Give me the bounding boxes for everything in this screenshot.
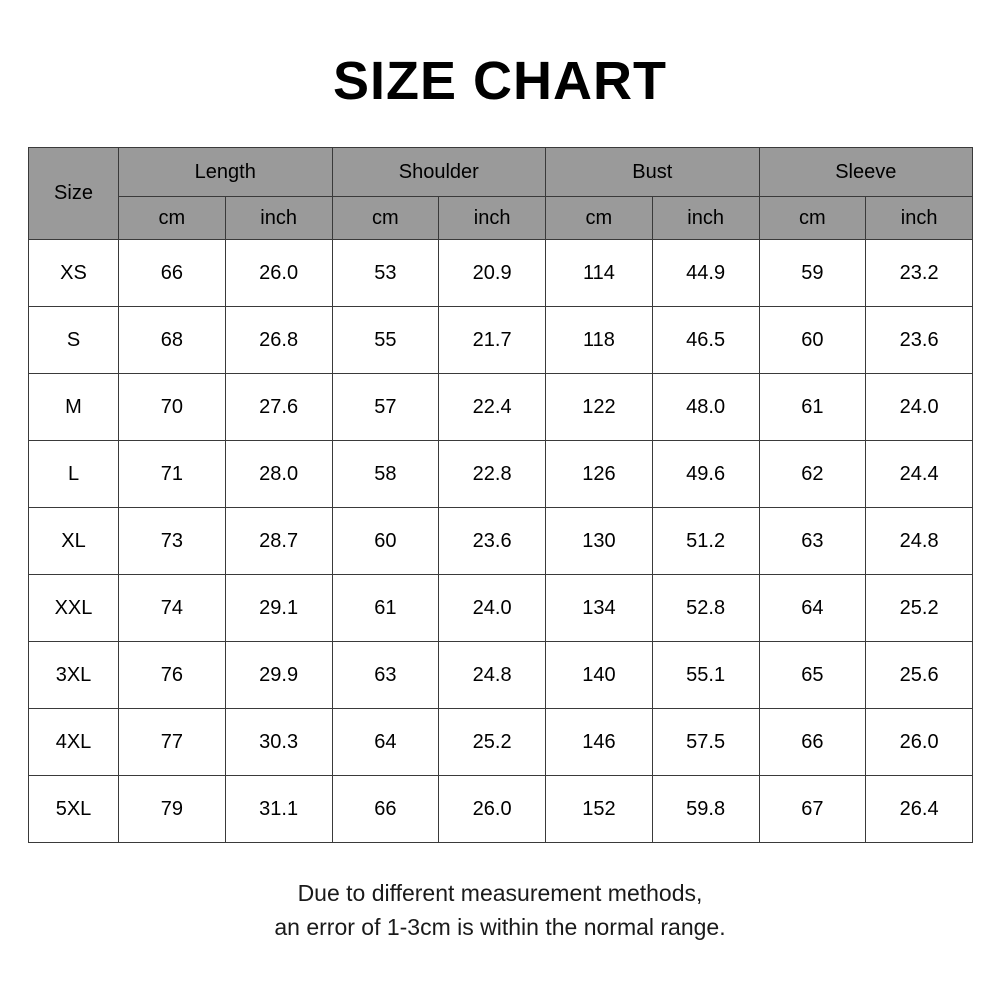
cell-shoulder-cm: 58: [332, 441, 439, 508]
cell-length-inch: 28.0: [225, 441, 332, 508]
column-group-header-length: Length: [119, 148, 333, 197]
cell-size: S: [29, 307, 119, 374]
cell-bust-cm: 114: [546, 240, 653, 307]
footnote: [0, 877, 1000, 944]
cell-bust-inch: 44.9: [652, 240, 759, 307]
column-header-shoulder-inch: inch: [439, 197, 546, 240]
cell-sleeve-inch: 24.0: [866, 374, 973, 441]
cell-sleeve-cm: 61: [759, 374, 866, 441]
cell-shoulder-cm: 66: [332, 776, 439, 843]
cell-length-inch: 28.7: [225, 508, 332, 575]
cell-shoulder-inch: 20.9: [439, 240, 546, 307]
cell-sleeve-inch: 26.0: [866, 709, 973, 776]
cell-bust-inch: 59.8: [652, 776, 759, 843]
table-row: [29, 374, 973, 441]
table-row: [29, 642, 973, 709]
cell-bust-cm: 146: [546, 709, 653, 776]
cell-length-cm: 77: [119, 709, 226, 776]
cell-bust-inch: 57.5: [652, 709, 759, 776]
cell-length-inch: 30.3: [225, 709, 332, 776]
cell-bust-cm: 126: [546, 441, 653, 508]
cell-bust-inch: 46.5: [652, 307, 759, 374]
column-header-size: Size: [29, 148, 119, 240]
cell-sleeve-cm: 64: [759, 575, 866, 642]
cell-shoulder-inch: 22.8: [439, 441, 546, 508]
cell-length-cm: 79: [119, 776, 226, 843]
cell-length-inch: 29.1: [225, 575, 332, 642]
cell-length-cm: 68: [119, 307, 226, 374]
cell-sleeve-cm: 65: [759, 642, 866, 709]
cell-shoulder-cm: 63: [332, 642, 439, 709]
column-header-length-cm: cm: [119, 197, 226, 240]
cell-length-inch: 27.6: [225, 374, 332, 441]
cell-shoulder-inch: 24.0: [439, 575, 546, 642]
cell-length-cm: 74: [119, 575, 226, 642]
cell-sleeve-inch: 24.8: [866, 508, 973, 575]
column-header-sleeve-inch: inch: [866, 197, 973, 240]
column-group-header-sleeve: Sleeve: [759, 148, 973, 197]
table-row: [29, 307, 973, 374]
cell-sleeve-cm: 66: [759, 709, 866, 776]
footnote-line-2: an error of 1-3cm is within the normal range.: [274, 913, 726, 940]
cell-sleeve-cm: 59: [759, 240, 866, 307]
cell-length-inch: 26.8: [225, 307, 332, 374]
cell-bust-inch: 49.6: [652, 441, 759, 508]
table-row: [29, 441, 973, 508]
cell-shoulder-inch: 21.7: [439, 307, 546, 374]
cell-size: L: [29, 441, 119, 508]
cell-length-cm: 73: [119, 508, 226, 575]
cell-bust-inch: 55.1: [652, 642, 759, 709]
cell-bust-cm: 134: [546, 575, 653, 642]
cell-sleeve-inch: 25.6: [866, 642, 973, 709]
cell-length-cm: 71: [119, 441, 226, 508]
cell-sleeve-inch: 23.2: [866, 240, 973, 307]
cell-bust-cm: 152: [546, 776, 653, 843]
cell-size: XS: [29, 240, 119, 307]
page-title: SIZE CHART: [333, 51, 667, 111]
cell-bust-inch: 51.2: [652, 508, 759, 575]
cell-length-inch: 26.0: [225, 240, 332, 307]
cell-sleeve-inch: 26.4: [866, 776, 973, 843]
cell-length-inch: 29.9: [225, 642, 332, 709]
column-header-sleeve-cm: cm: [759, 197, 866, 240]
cell-bust-inch: 52.8: [652, 575, 759, 642]
cell-size: 3XL: [29, 642, 119, 709]
table-row: [29, 240, 973, 307]
cell-sleeve-cm: 62: [759, 441, 866, 508]
cell-length-cm: 76: [119, 642, 226, 709]
cell-bust-cm: 130: [546, 508, 653, 575]
table-row: [29, 508, 973, 575]
cell-bust-inch: 48.0: [652, 374, 759, 441]
size-chart-table-wrapper: [0, 147, 1000, 843]
cell-size: 4XL: [29, 709, 119, 776]
cell-size: XXL: [29, 575, 119, 642]
column-header-bust-cm: cm: [546, 197, 653, 240]
cell-sleeve-cm: 67: [759, 776, 866, 843]
cell-shoulder-inch: 26.0: [439, 776, 546, 843]
cell-size: M: [29, 374, 119, 441]
cell-length-cm: 70: [119, 374, 226, 441]
cell-sleeve-inch: 23.6: [866, 307, 973, 374]
cell-sleeve-cm: 60: [759, 307, 866, 374]
cell-size: 5XL: [29, 776, 119, 843]
cell-bust-cm: 118: [546, 307, 653, 374]
cell-sleeve-cm: 63: [759, 508, 866, 575]
column-group-header-shoulder: Shoulder: [332, 148, 546, 197]
table-header-row-units: [29, 197, 973, 240]
table-row: [29, 776, 973, 843]
cell-shoulder-inch: 22.4: [439, 374, 546, 441]
cell-shoulder-inch: 25.2: [439, 709, 546, 776]
table-head: [29, 148, 973, 240]
cell-bust-cm: 140: [546, 642, 653, 709]
cell-shoulder-inch: 23.6: [439, 508, 546, 575]
table-row: [29, 575, 973, 642]
cell-shoulder-cm: 53: [332, 240, 439, 307]
cell-shoulder-inch: 24.8: [439, 642, 546, 709]
column-header-bust-inch: inch: [652, 197, 759, 240]
cell-length-cm: 66: [119, 240, 226, 307]
cell-length-inch: 31.1: [225, 776, 332, 843]
cell-sleeve-inch: 25.2: [866, 575, 973, 642]
cell-shoulder-cm: 61: [332, 575, 439, 642]
column-header-length-inch: inch: [225, 197, 332, 240]
cell-size: XL: [29, 508, 119, 575]
column-group-header-bust: Bust: [546, 148, 760, 197]
table-body: [29, 240, 973, 843]
cell-bust-cm: 122: [546, 374, 653, 441]
cell-shoulder-cm: 57: [332, 374, 439, 441]
cell-shoulder-cm: 55: [332, 307, 439, 374]
table-header-row-groups: [29, 148, 973, 197]
footnote-line-1: Due to different measurement methods,: [297, 880, 703, 907]
table-row: [29, 709, 973, 776]
size-chart-table: [28, 147, 973, 843]
cell-sleeve-inch: 24.4: [866, 441, 973, 508]
cell-shoulder-cm: 64: [332, 709, 439, 776]
column-header-shoulder-cm: cm: [332, 197, 439, 240]
cell-shoulder-cm: 60: [332, 508, 439, 575]
